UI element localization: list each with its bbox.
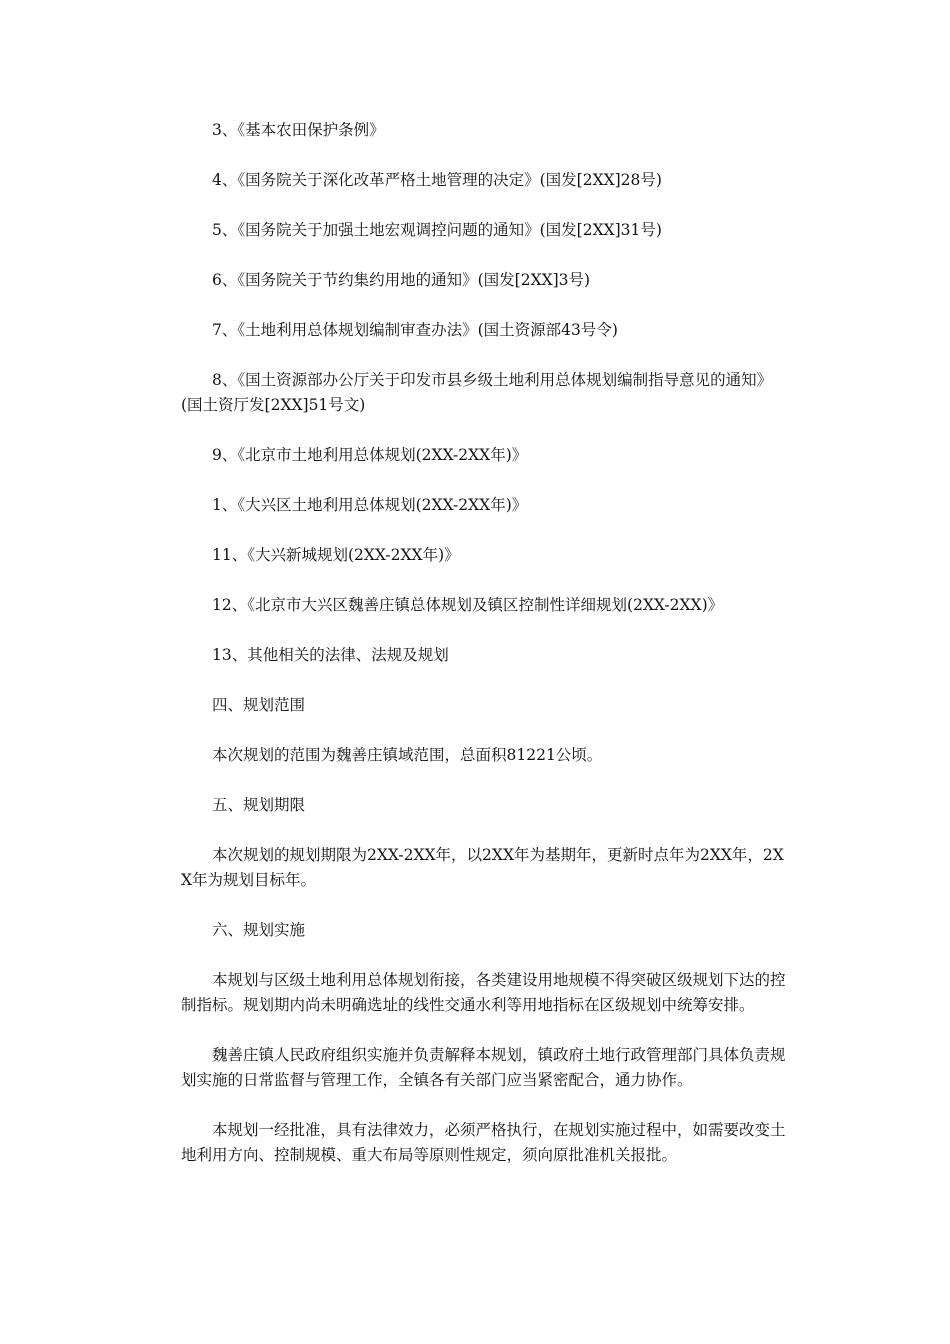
reference-item-4: 4、《国务院关于深化改革严格土地管理的决定》(国发[2XX]28号) (212, 171, 662, 189)
reference-item-3: 3、《基本农田保护条例》 (212, 121, 385, 139)
reference-item-9: 9、《北京市土地利用总体规划(2XX-2XX年)》 (212, 446, 528, 464)
document-body (181, 118, 787, 1192)
reference-item-5: 5、《国务院关于加强土地宏观调控问题的通知》(国发[2XX]31号) (212, 221, 662, 239)
section-heading-period: 五、规划期限 (212, 796, 306, 814)
scope-paragraph: 本次规划的范围为魏善庄镇域范围，总面积81221公顷。 (212, 746, 603, 764)
section-heading-scope: 四、规划范围 (212, 696, 306, 714)
section-heading-implementation: 六、规划实施 (212, 921, 306, 939)
reference-item-10: 1、《大兴区土地利用总体规划(2XX-2XX年)》 (212, 496, 528, 514)
reference-item-7: 7、《土地利用总体规划编制审查办法》(国土资源部43号令) (212, 321, 618, 339)
reference-item-12: 12、《北京市大兴区魏善庄镇总体规划及镇区控制性详细规划(2XX-2XX)》 (212, 596, 724, 614)
reference-item-8: 8、《国土资源部办公厅关于印发市县乡级土地利用总体规划编制指导意见的通知》(国土资厅发[2XX]51号文) (181, 371, 773, 414)
implementation-paragraph-3: 本规划一经批准，具有法律效力，必须严格执行，在规划实施过程中，如需要改变土地利用方向、控制规模、重大布局等原则性规定，须向原批准机关报批。 (181, 1121, 786, 1164)
period-paragraph: 本次规划的规划期限为2XX-2XX年，以2XX年为基期年，更新时点年为2XX年，2XX年为规划目标年。 (181, 846, 784, 889)
implementation-paragraph-1: 本规划与区级土地利用总体规划衔接，各类建设用地规模不得突破区级规划下达的控制指标。规划期内尚未明确选址的线性交通水利等用地指标在区级规划中统筹安排。 (181, 971, 786, 1014)
reference-item-6: 6、《国务院关于节约集约用地的通知》(国发[2XX]3号) (212, 271, 591, 289)
implementation-paragraph-2: 魏善庄镇人民政府组织实施并负责解释本规划，镇政府土地行政管理部门具体负责规划实施的日常监督与管理工作，全镇各有关部门应当紧密配合，通力协作。 (181, 1046, 786, 1089)
reference-item-11: 11、《大兴新城规划(2XX-2XX年)》 (212, 546, 460, 564)
reference-item-13: 13、其他相关的法律、法规及规划 (212, 646, 449, 664)
